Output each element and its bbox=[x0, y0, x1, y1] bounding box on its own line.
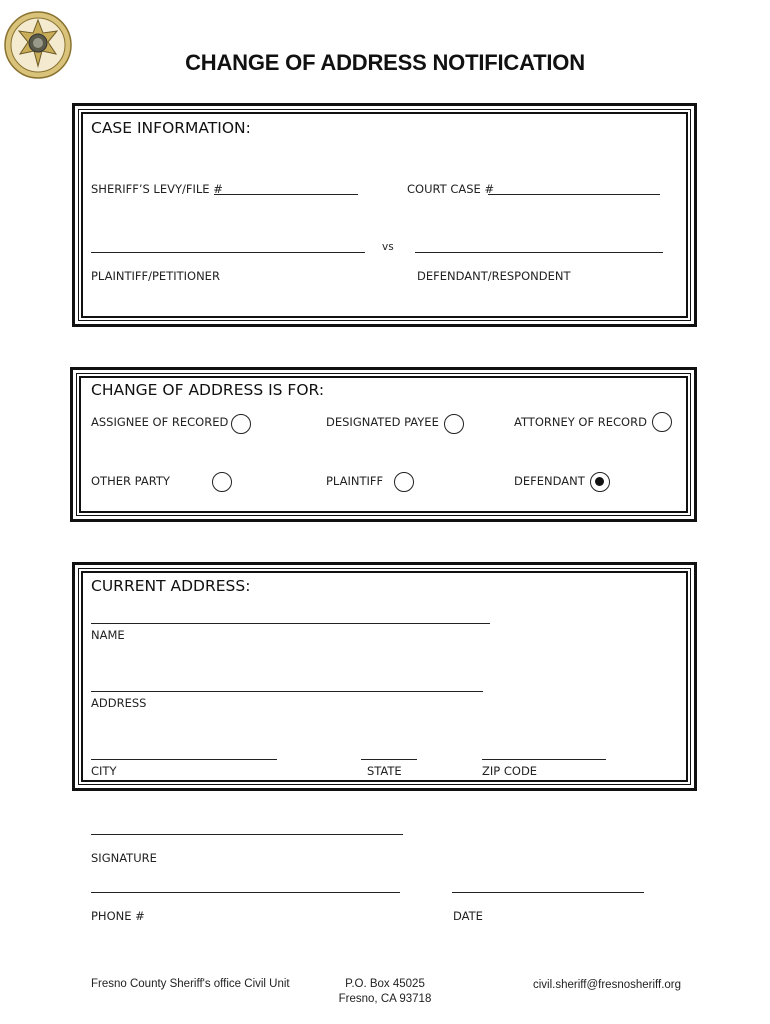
zip-field[interactable] bbox=[482, 759, 606, 760]
change-for-heading: CHANGE OF ADDRESS IS FOR: bbox=[91, 381, 325, 399]
city-field[interactable] bbox=[91, 759, 277, 760]
option-defendant-radio[interactable] bbox=[590, 472, 610, 492]
radio-selected-dot-icon bbox=[595, 477, 604, 486]
date-label: DATE bbox=[453, 909, 483, 923]
address-label: ADDRESS bbox=[91, 696, 147, 710]
signature-field[interactable] bbox=[91, 834, 403, 835]
page-title: CHANGE OF ADDRESS NOTIFICATION bbox=[185, 50, 585, 75]
option-attorney-radio[interactable] bbox=[652, 412, 672, 432]
current-address-section bbox=[72, 562, 697, 791]
option-assignee-radio[interactable] bbox=[231, 414, 251, 434]
plaintiff-field[interactable] bbox=[91, 252, 365, 253]
option-assignee-label: ASSIGNEE OF RECORED bbox=[91, 415, 229, 429]
name-label: NAME bbox=[91, 628, 125, 642]
city-label: CITY bbox=[91, 764, 117, 778]
option-designated-payee-radio[interactable] bbox=[444, 414, 464, 434]
option-designated-payee-label: DESIGNATED PAYEE bbox=[326, 415, 439, 429]
option-plaintiff-label: PLAINTIFF bbox=[326, 474, 384, 488]
date-field[interactable] bbox=[452, 892, 644, 893]
levy-file-label: SHERIFF’S LEVY/FILE # bbox=[91, 182, 223, 196]
plaintiff-label: PLAINTIFF/PETITIONER bbox=[91, 269, 220, 283]
vs-label: vs bbox=[382, 241, 394, 253]
court-case-label: COURT CASE # bbox=[407, 182, 495, 196]
defendant-field[interactable] bbox=[415, 252, 663, 253]
footer-address-line1: P.O. Box 45025 bbox=[345, 978, 425, 990]
footer-email[interactable]: civil.sheriff@fresnosheriff.org bbox=[533, 979, 682, 991]
phone-field[interactable] bbox=[91, 892, 400, 893]
option-other-party-label: OTHER PARTY bbox=[91, 474, 170, 488]
name-field[interactable] bbox=[91, 623, 490, 624]
option-plaintiff-radio[interactable] bbox=[394, 472, 414, 492]
state-field[interactable] bbox=[361, 759, 417, 760]
defendant-label: DEFENDANT/RESPONDENT bbox=[417, 269, 571, 283]
option-other-party-radio[interactable] bbox=[212, 472, 232, 492]
case-information-heading: CASE INFORMATION: bbox=[91, 119, 251, 137]
current-address-heading: CURRENT ADDRESS: bbox=[91, 577, 251, 595]
footer-address-line2: Fresno, CA 93718 bbox=[338, 993, 432, 1005]
option-defendant-label: DEFENDANT bbox=[514, 474, 585, 488]
court-case-field[interactable] bbox=[488, 194, 660, 195]
option-attorney-label: ATTORNEY OF RECORD bbox=[514, 415, 647, 429]
footer-org: Fresno County Sheriff's office Civil Unit bbox=[91, 978, 290, 990]
state-label: STATE bbox=[367, 764, 402, 778]
signature-label: SIGNATURE bbox=[91, 851, 157, 865]
levy-file-field[interactable] bbox=[214, 194, 358, 195]
phone-label: PHONE # bbox=[91, 909, 145, 923]
address-field[interactable] bbox=[91, 691, 483, 692]
zip-label: ZIP CODE bbox=[482, 764, 538, 778]
